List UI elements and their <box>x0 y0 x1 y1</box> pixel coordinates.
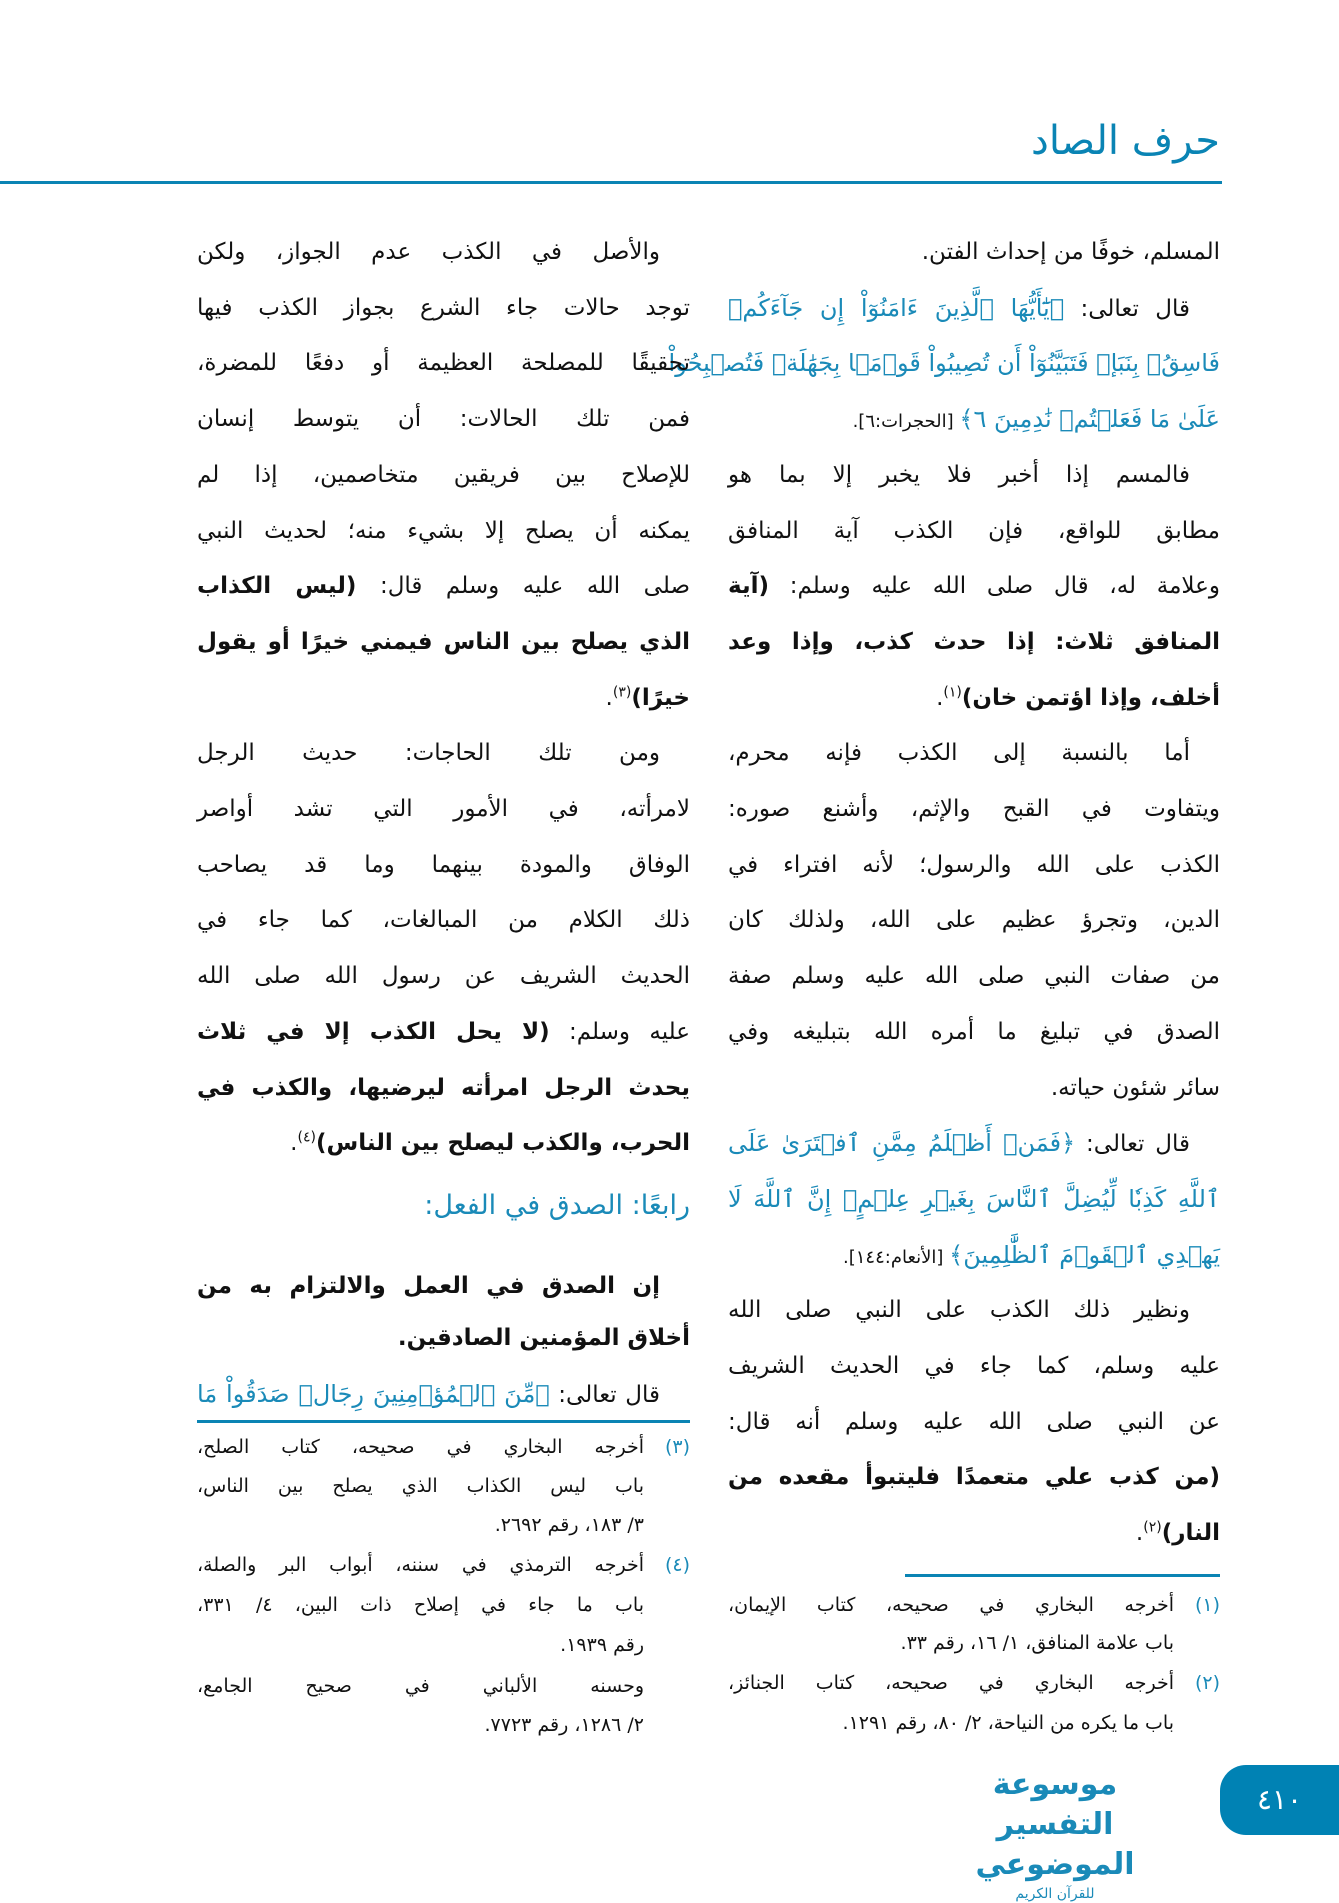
verse-reference: [الأنعام:١٤٤]. <box>843 1247 950 1268</box>
text-run: ونظير ذلك الكذب على النبي صلى الله <box>728 1297 1190 1323</box>
footnote-marker: (٤) <box>664 1554 690 1576</box>
text-line <box>197 447 690 503</box>
text-line <box>728 280 1220 336</box>
quran-verse: ٱللَّهِ كَذِبٗا لِّيُضِلَّ ٱلنَّاسَ بِغَيۡرِ عِلۡمٍۚ إِنَّ ٱللَّهَ لَا <box>728 1185 1220 1213</box>
text-line <box>728 670 1220 726</box>
text-run: تحقيقًا للمصلحة العظيمة أو دفعًا للمضرة، <box>197 350 690 376</box>
verse-reference: [الحجرات:٦]. <box>852 411 960 432</box>
text-run: الصدق في تبليغ ما أمره الله بتبليغه وفي <box>728 1019 1220 1045</box>
text-run: فمن تلك الحالات: أن يتوسط إنسان <box>197 406 690 432</box>
footnote-line <box>197 1546 690 1586</box>
text-run: . <box>290 1130 298 1156</box>
text-line <box>728 1227 1220 1283</box>
bold-text-run: إن الصدق في العمل والالتزام به من <box>197 1273 660 1299</box>
bold-text-run: (من كذب علي متعمدًا فليتبوأ مقعده من <box>728 1464 1220 1490</box>
text-line <box>728 614 1220 670</box>
text-line <box>197 558 690 614</box>
text-run: المسلم، خوفًا من إحداث الفتن. <box>921 239 1220 265</box>
footnote-line <box>728 1664 1220 1704</box>
text-line <box>728 1060 1220 1116</box>
text-run: الكذب على الله والرسول؛ لأنه افتراء في <box>728 852 1220 878</box>
footnote-line <box>197 1506 690 1546</box>
footnote-text: باب ليس الكذاب الذي يصلح بين الناس، <box>197 1475 644 1497</box>
text-run: قال تعالى: <box>1075 1131 1190 1157</box>
bold-text-run: خيرًا) <box>631 685 690 711</box>
text-line <box>728 1338 1220 1394</box>
footnote-ref: (٢) <box>1143 1519 1162 1536</box>
bold-text-run: (لا يحل الكذب إلا في ثلاث <box>197 1019 550 1045</box>
footnote-ref: (٤) <box>297 1129 316 1146</box>
footnote-divider <box>197 1420 690 1423</box>
footnote-divider <box>905 1574 1220 1577</box>
text-line <box>197 837 690 893</box>
bold-text-run: أخلف، وإذا اؤتمن خان) <box>961 685 1220 711</box>
text-run: عن النبي صلى الله عليه وسلم أنه قال: <box>728 1409 1220 1435</box>
right-text-column <box>668 0 1220 1760</box>
footnote-text: ٣/ ١٨٣، رقم ٢٦٩٢. <box>494 1514 644 1536</box>
text-line <box>728 892 1220 948</box>
bold-text-run: النار) <box>1161 1520 1220 1546</box>
text-line <box>197 670 690 726</box>
footnote-marker: (١) <box>1194 1594 1220 1616</box>
footnote-ref: (٣) <box>612 684 632 701</box>
text-line <box>197 224 690 280</box>
text-run: . <box>605 685 613 711</box>
text-line <box>197 335 690 391</box>
text-line <box>728 558 1220 614</box>
text-run: صلى الله عليه وسلم قال: <box>356 573 690 599</box>
text-line <box>197 503 690 559</box>
text-line <box>728 1171 1220 1227</box>
text-line <box>728 948 1220 1004</box>
text-line <box>668 335 1220 391</box>
text-run: فالمسم إذا أخبر فلا يخبر إلا بما هو <box>728 462 1190 488</box>
footnote-line <box>728 1624 1220 1664</box>
text-run: الحديث الشريف عن رسول الله صلى الله <box>197 963 690 989</box>
page-number: ٤١٠ <box>1220 1765 1339 1835</box>
text-line <box>197 1258 690 1314</box>
text-run: سائر شئون حياته. <box>1050 1075 1220 1101</box>
text-line <box>728 224 1220 280</box>
encyclopedia-logo <box>930 1765 1180 1903</box>
footnote-ref: (١) <box>943 684 962 701</box>
chapter-title: حرف الصاد <box>1031 118 1220 164</box>
footnote-text: أخرجه البخاري في صحيحه، كتاب الصلح، <box>197 1436 644 1458</box>
text-run: عليه وسلم: <box>549 1019 691 1045</box>
quran-verse: عَلَىٰ مَا فَعَلۡتُمۡ نَٰدِمِينَ ٦﴾ <box>959 405 1220 433</box>
text-line <box>197 614 690 670</box>
footnote-text: باب ما جاء في إصلاح ذات البين، ٤/ ٣٣١، <box>197 1594 644 1616</box>
text-line <box>197 280 690 336</box>
footnote-text: وحسنه الألباني في صحيح الجامع، <box>197 1675 644 1697</box>
footnote-text: أخرجه الترمذي في سننه، أبواب البر والصلة، <box>197 1554 644 1576</box>
text-line <box>728 1505 1220 1561</box>
bold-text-run: الحرب، والكذب ليصلح بين الناس) <box>315 1130 690 1156</box>
text-line <box>197 892 690 948</box>
text-run: وعلامة له، قال صلى الله عليه وسلم: <box>768 573 1220 599</box>
text-run: الوفاق والمودة بينهما وما قد يصاحب <box>197 852 690 878</box>
footnote-marker: (٢) <box>1194 1672 1220 1694</box>
text-run: قال تعالى: <box>1064 296 1190 322</box>
text-line <box>728 503 1220 559</box>
footnote-text: رقم ١٩٣٩. <box>560 1634 644 1656</box>
text-line <box>728 447 1220 503</box>
text-line <box>728 1004 1220 1060</box>
text-run: قال تعالى: <box>549 1382 660 1408</box>
text-line <box>197 1366 690 1422</box>
text-line <box>728 725 1220 781</box>
left-text-column <box>197 0 690 1760</box>
text-line <box>197 725 690 781</box>
text-line <box>197 1004 690 1060</box>
bold-text-run: (ليس الكذاب <box>197 573 357 599</box>
text-run: توجد حالات جاء الشرع بجواز الكذب فيها <box>197 295 690 321</box>
text-run: عليه وسلم، كما جاء في الحديث الشريف <box>728 1353 1220 1379</box>
text-run: أما بالنسبة إلى الكذب فإنه محرم، <box>728 740 1190 766</box>
bold-text-run: (آية <box>728 573 769 599</box>
quran-verse: فَاسِقُۢ بِنَبَإٖ فَتَبَيَّنُوٓاْ أَن تُصِيبُواْ قَوۡمَۢا بِجَهَٰلَةٖ فَتُصۡبِحُواْ <box>668 349 1220 377</box>
text-run: الدين، وتجرؤ عظيم على الله، ولذلك كان <box>728 907 1220 933</box>
text-line <box>728 1282 1220 1338</box>
text-line <box>197 1060 690 1116</box>
text-run: ومن تلك الحاجات: حديث الرجل <box>197 740 660 766</box>
text-line <box>197 391 690 447</box>
footnote-line <box>728 1704 1220 1744</box>
text-line <box>728 1394 1220 1450</box>
footnote-text: ٢/ ١٢٨٦، رقم ٧٧٢٣. <box>484 1714 644 1736</box>
footnote-line <box>197 1428 690 1468</box>
footnote-line <box>197 1706 690 1746</box>
footnote-line <box>197 1586 690 1626</box>
text-run: . <box>1135 1520 1144 1546</box>
quran-verse: يَهۡدِي ٱلۡقَوۡمَ ٱلظَّٰلِمِينَ﴾ <box>949 1241 1220 1269</box>
text-line <box>728 1115 1220 1171</box>
footnote-line <box>197 1667 690 1707</box>
footnote-text: أخرجه البخاري في صحيحه، كتاب الجنائز، <box>728 1672 1174 1694</box>
text-line <box>197 1310 690 1366</box>
text-run: للإصلاح بين فريقين متخاصمين، إذا لم <box>197 462 690 488</box>
text-run: ذلك الكلام من المبالغات، كما جاء في <box>197 907 690 933</box>
text-line <box>197 781 690 837</box>
text-run: يمكنه أن يصلح إلا بشيء منه؛ لحديث النبي <box>197 518 690 544</box>
footnote-marker: (٣) <box>664 1436 690 1458</box>
text-line <box>197 948 690 1004</box>
text-line <box>728 781 1220 837</box>
bold-text-run: المنافق ثلاث: إذا حدث كذب، وإذا وعد <box>728 629 1220 655</box>
footnote-text: باب علامة المنافق، ١/ ١٦، رقم ٣٣. <box>900 1632 1174 1654</box>
footnote-line <box>197 1626 690 1666</box>
text-run: والأصل في الكذب عدم الجواز، ولكن <box>197 239 660 265</box>
footnote-line <box>197 1467 690 1507</box>
logo-title: موسوعة التفسير الموضوعي <box>975 1767 1135 1882</box>
text-run: ويتفاوت في القبح والإثم، وأشنع صوره: <box>728 796 1220 822</box>
footnote-text: باب ما يكره من النياحة، ٢/ ٨٠، رقم ١٢٩١. <box>842 1712 1174 1734</box>
text-run: لامرأته، في الأمور التي تشد أواصر <box>197 796 690 822</box>
text-run: من صفات النبي صلى الله عليه وسلم صفة <box>728 963 1220 989</box>
bold-text-run: أخلاق المؤمنين الصادقين. <box>397 1325 690 1351</box>
quran-verse: ﴿مِّنَ ٱلۡمُؤۡمِنِينَ رِجَالٞ صَدَقُواْ مَا <box>197 1380 550 1408</box>
text-line <box>728 837 1220 893</box>
bold-text-run: يحدث الرجل امرأته ليرضيها، والكذب في <box>197 1075 690 1101</box>
text-line <box>728 391 1220 447</box>
quran-verse: ﴿فَمَنۡ أَظۡلَمُ مِمَّنِ ٱفۡتَرَىٰ عَلَى <box>728 1129 1076 1157</box>
quran-verse: ﴿يَٰٓأَيُّهَا ٱلَّذِينَ ءَامَنُوٓاْ إِن جَآءَكُمۡ <box>728 294 1065 322</box>
footnote-line <box>728 1586 1220 1626</box>
bold-text-run: الذي يصلح بين الناس فيمني خيرًا أو يقول <box>197 629 690 655</box>
text-run: . <box>936 685 944 711</box>
text-run: مطابق للواقع، فإن الكذب آية المنافق <box>728 518 1220 544</box>
text-line <box>728 1449 1220 1505</box>
section-heading: رابعًا: الصدق في الفعل: <box>424 1190 690 1221</box>
text-line <box>197 1115 690 1171</box>
logo-subtitle: للقرآن الكريم <box>1015 1886 1095 1902</box>
footnote-text: أخرجه البخاري في صحيحه، كتاب الإيمان، <box>728 1594 1174 1616</box>
